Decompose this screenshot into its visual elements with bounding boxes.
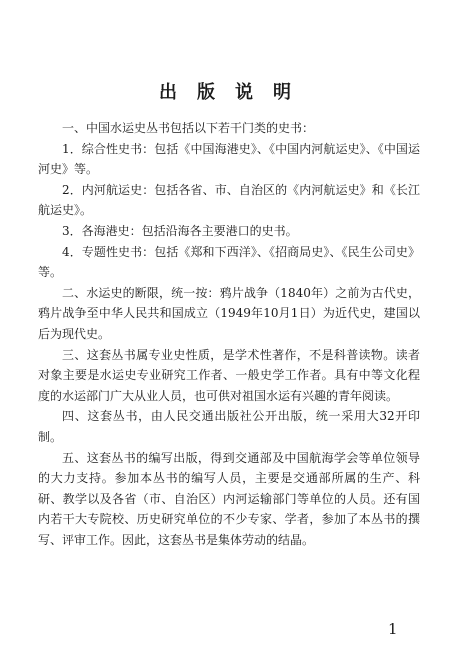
paragraph-item-3: 3．各海港史：包括沿海各主要港口的史书。: [62, 223, 298, 238]
paragraph-acknowledgement: 五、这套丛书的编写出版，得到交通部及中国航海学会等单位领导的大力支持。参加本丛书的编写人员，主要是交通部所属的生产、科研、教学以及各省（市、自治区）内河运输部门等单位的人员。还有国内若干大专院校、历史研究单位的不少专家、学者，参加了本丛书的撰写、评审工作。因此，这套丛书是集体劳动的结晶。: [38, 450, 420, 547]
paragraph-nature: 三、这套丛书属专业史性质，是学术性著作，不是科普读物。读者对象主要是水运史专业研究工作者、一般史学工作者。具有中等文化程度的水运部门广大从业人员，也可供对祖国水运有兴趣的青年阅读。: [38, 347, 420, 403]
paragraph-item-1: 1．综合性史书：包括《中国海港史》、《中国内河航运史》、《中国运河史》等。: [38, 141, 420, 177]
document-body: [38, 118, 420, 550]
page-title: 出版说明: [159, 82, 311, 103]
page-number: 1: [388, 620, 398, 638]
paragraph-publishing: 四、这套丛书，由人民交通出版社公开出版，统一采用大32开印制。: [38, 409, 420, 444]
paragraph-period: 二、水运史的断限，统一按：鸦片战争（1840年）之前为古代史，鸦片战争至中华人民共和国成立（1949年10月1日）为近代史，建国以后为现代史。: [38, 285, 420, 341]
paragraph-item-2: 2．内河航运史：包括各省、市、自治区的《内河航运史》和《长江航运史》。: [38, 182, 420, 218]
paragraph-item-4: 4．专题性史书：包括《郑和下西洋》、《招商局史》、《民生公司史》等。: [38, 244, 420, 280]
paragraph-intro: 一、中国水运史丛书包括以下若干门类的史书：: [62, 121, 315, 135]
